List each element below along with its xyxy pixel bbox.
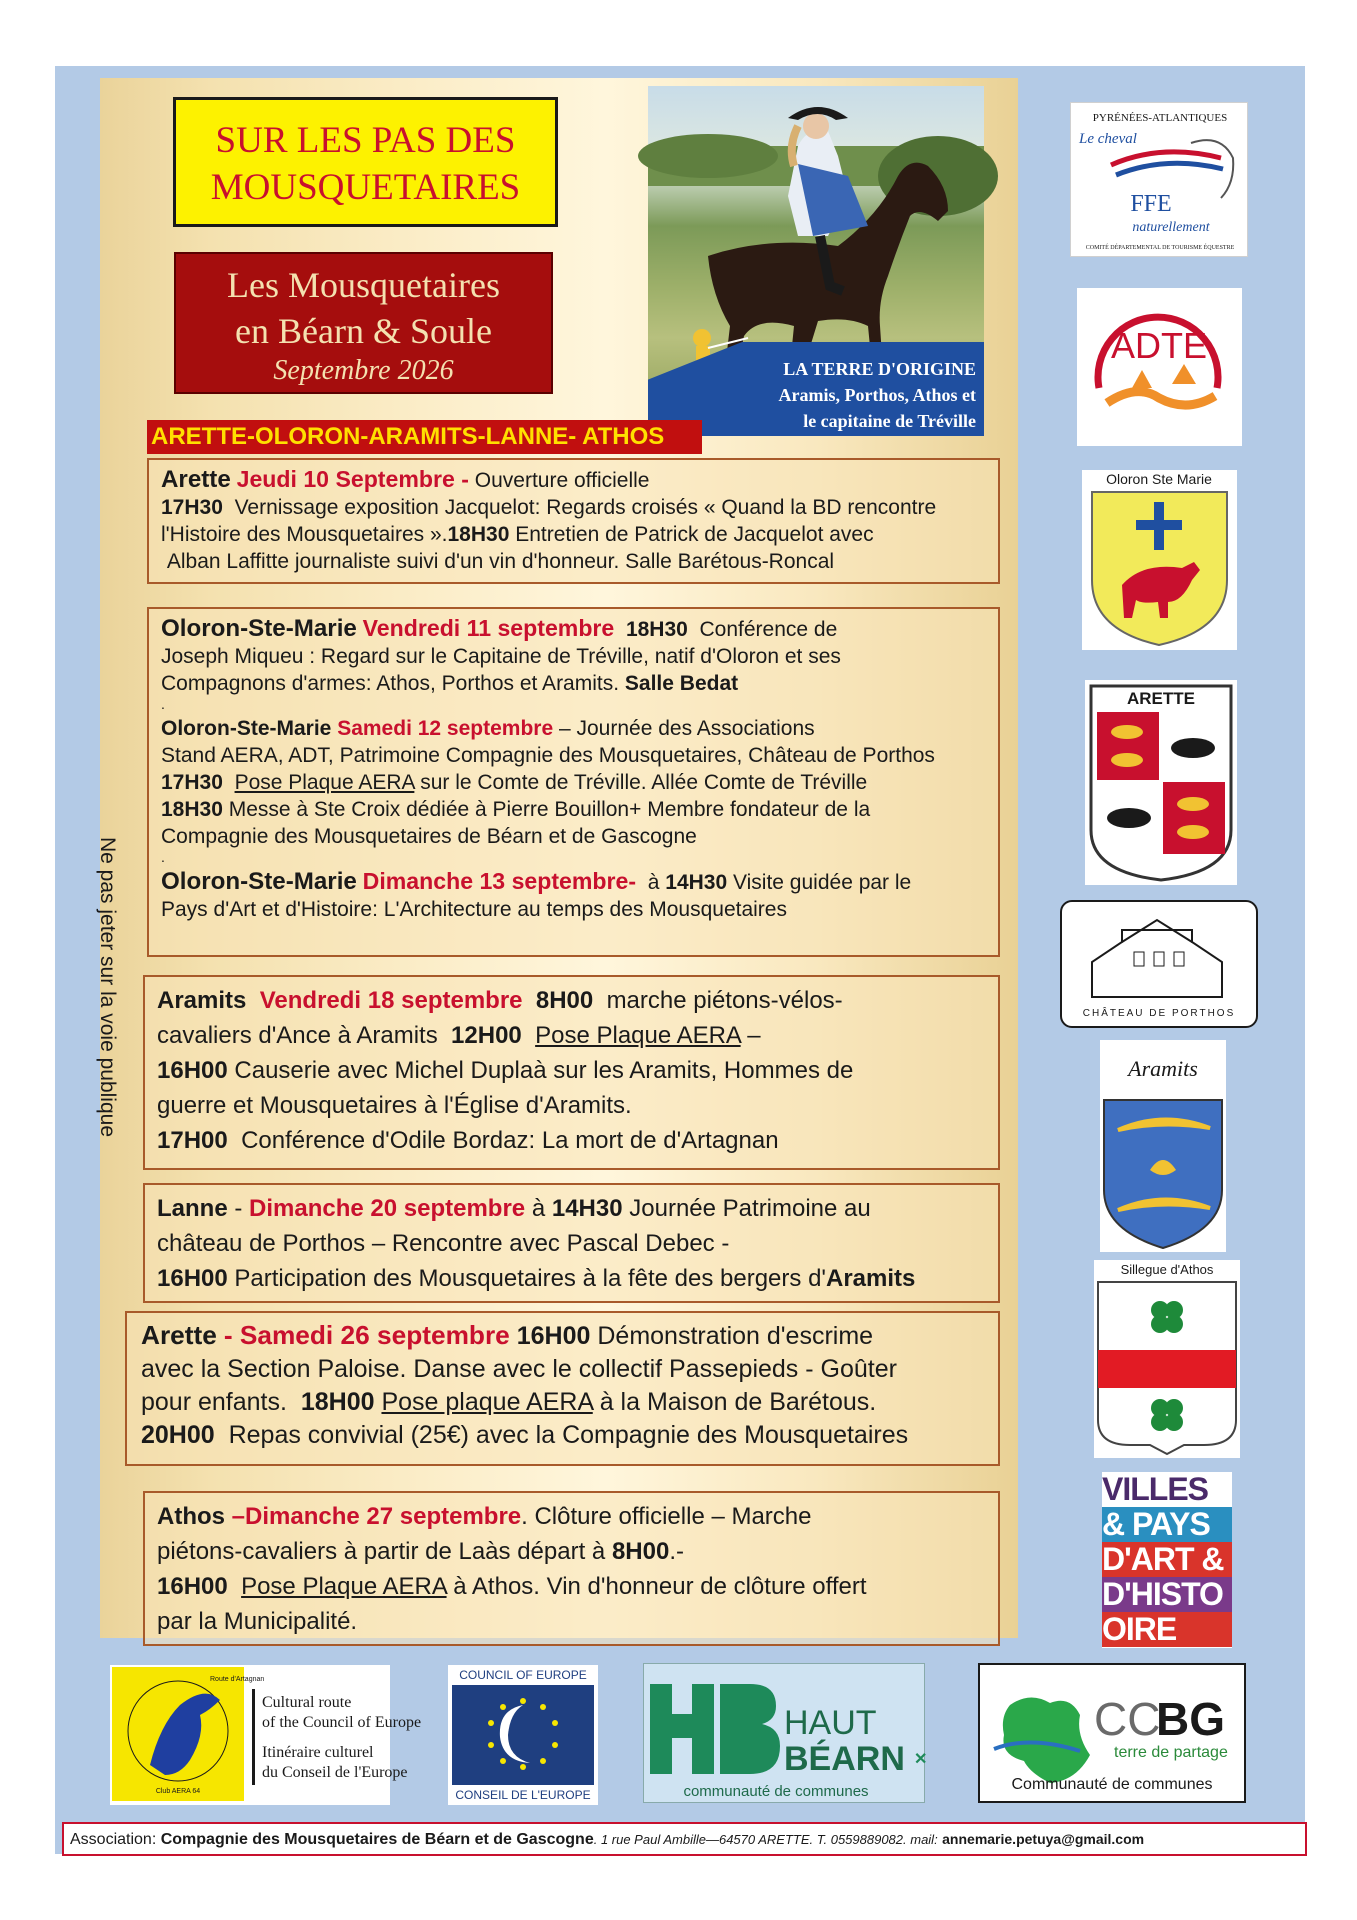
aera-line-4: du Conseil de l'Europe bbox=[262, 1764, 408, 1781]
event-text: – bbox=[747, 1022, 761, 1049]
footer-address: . 1 rue Paul Ambille—64570 ARETTE. T. 0559889082. mail: bbox=[593, 1832, 938, 1847]
event-line: avec la Section Paloise. Danse avec le collectif Passepieds - Goûter bbox=[141, 1355, 897, 1383]
event-time: 16H00 bbox=[157, 1573, 228, 1600]
event-time: 17H30 bbox=[161, 496, 223, 519]
event-place: Oloron-Ste-Marie bbox=[161, 717, 332, 740]
event-line bbox=[157, 1534, 986, 1569]
ffe-tag-2: naturellement bbox=[1132, 220, 1210, 235]
hb-star-icon: ✕ bbox=[914, 1751, 928, 1768]
footer-email[interactable]: annemarie.petuya@gmail.com bbox=[942, 1831, 1145, 1847]
ffe-name: FFE bbox=[1130, 191, 1172, 217]
aera-line-3: Itinéraire culturel bbox=[262, 1744, 374, 1761]
event-text: cavaliers d'Ance à Aramits bbox=[157, 1022, 438, 1049]
event-date: Dimanche 20 septembre bbox=[249, 1195, 526, 1222]
separator-dot: . bbox=[161, 696, 165, 712]
aramits-coat-of-arms bbox=[1100, 1040, 1226, 1252]
adte-name: ADTE bbox=[1110, 325, 1208, 366]
event-time: 18H30 bbox=[161, 798, 223, 821]
ffe-swoosh-blue bbox=[1116, 163, 1223, 175]
event-text: à bbox=[531, 1195, 546, 1222]
event-heading bbox=[157, 983, 986, 1018]
caption-line-2: Aramis, Porthos, Athos et bbox=[778, 385, 976, 405]
ffe-tag-1: Le cheval bbox=[1079, 131, 1137, 147]
ccbg-name-a: CC bbox=[1094, 1693, 1161, 1745]
athos-label: Sillegue d'Athos bbox=[1120, 1262, 1214, 1277]
event-title: Ouverture officielle bbox=[474, 469, 650, 492]
subtitle-line-1: Les Mousquetaires bbox=[227, 265, 500, 305]
footer-label: Association: bbox=[70, 1831, 157, 1848]
title-line-1: SUR LES PAS DES bbox=[215, 120, 516, 161]
boar-icon bbox=[1171, 738, 1215, 758]
boar-icon bbox=[1107, 808, 1151, 828]
title-line-2: MOUSQUETAIRES bbox=[210, 167, 521, 208]
arette-quarter-1 bbox=[1097, 712, 1159, 780]
event-text: piétons-cavaliers à partir de Laàs départ à bbox=[157, 1538, 606, 1565]
villes-pays-art-histoire-logo bbox=[1102, 1472, 1232, 1648]
aera-cultural-route-logo bbox=[110, 1665, 422, 1805]
event-time: 18H30 bbox=[625, 618, 688, 641]
footer-assoc-name: Compagnie des Mousquetaires de Béarn et de Gascogne bbox=[160, 1831, 594, 1848]
event-time: 8H00 bbox=[535, 987, 594, 1014]
villes-line-2: & PAYS bbox=[1102, 1507, 1232, 1542]
rider-photo bbox=[648, 86, 984, 436]
event-text: à la Maison de Barétous. bbox=[599, 1388, 877, 1416]
arette-label: ARETTE bbox=[1127, 689, 1195, 708]
ffe-top-text: PYRÉNÉES-ATLANTIQUES bbox=[1092, 112, 1228, 124]
chateau-porthos-logo bbox=[1060, 900, 1258, 1028]
territory-map-icon bbox=[1003, 1697, 1090, 1783]
rider-icon bbox=[1132, 364, 1196, 388]
event-heading bbox=[161, 868, 986, 896]
event-text: Conférence d'Odile Bordaz: La mort de d'Artagnan bbox=[241, 1127, 779, 1154]
council-of-europe-logo bbox=[448, 1665, 598, 1805]
hb-line-2: BÉARN bbox=[784, 1740, 905, 1778]
event-place: Arette bbox=[161, 466, 231, 493]
event-line bbox=[157, 1123, 986, 1158]
event-line bbox=[141, 1419, 984, 1452]
aera-badge-text: Club AERA 64 bbox=[155, 1788, 201, 1795]
event-text: à bbox=[647, 871, 660, 894]
event-line bbox=[157, 1261, 986, 1296]
subtitle-banner bbox=[174, 252, 553, 394]
event-line: guerre et Mousquetaires à l'Église d'Aramits. bbox=[157, 1092, 632, 1119]
footer-contact bbox=[62, 1822, 1307, 1856]
event-text: l'Histoire des Mousquetaires ». bbox=[161, 523, 448, 546]
event-athos-27-sept bbox=[143, 1491, 1000, 1646]
event-line: Pays d'Art et d'Histoire: L'Architecture au temps des Mousquetaires bbox=[161, 898, 787, 921]
event-line bbox=[161, 796, 986, 823]
event-line: Stand AERA, ADT, Patrimoine Compagnie des Mousquetaires, Château de Porthos bbox=[161, 744, 935, 767]
villes-line-4: D'HISTO bbox=[1102, 1577, 1232, 1612]
cow-icon bbox=[1177, 825, 1209, 839]
event-title: – Journée des Associations bbox=[558, 717, 815, 740]
event-time: 16H00 bbox=[157, 1265, 228, 1292]
aera-line-1: Cultural route bbox=[262, 1694, 352, 1711]
event-line: Compagnie des Mousquetaires de Béarn et de Gascogne bbox=[161, 825, 697, 848]
oloron-coat-of-arms bbox=[1082, 470, 1237, 650]
event-text: sur le Comte de Tréville. Allée Comte de Tréville bbox=[420, 771, 868, 794]
event-line bbox=[157, 1053, 986, 1088]
aera-divider bbox=[252, 1689, 255, 1785]
event-plaque-link: Pose Plaque AERA bbox=[535, 1022, 741, 1049]
haut-bearn-logo bbox=[643, 1663, 928, 1803]
event-line bbox=[141, 1386, 984, 1419]
aera-arc-text: Route d'Artagnan bbox=[210, 1676, 265, 1683]
event-text: - bbox=[234, 1195, 243, 1222]
event-date: Jeudi 10 Septembre - bbox=[236, 466, 469, 492]
event-heading bbox=[157, 1499, 986, 1534]
event-text: marche piétons-vélos- bbox=[606, 987, 843, 1014]
event-text: Participation des Mousquetaires à la fête des bergers d' bbox=[234, 1265, 826, 1292]
event-text: Messe à Ste Croix dédiée à Pierre Bouillon+ Membre fondateur de la bbox=[228, 798, 871, 821]
event-text: Causerie avec Michel Duplaà sur les Aramits, Hommes de bbox=[234, 1057, 854, 1084]
event-text: Conférence de bbox=[699, 618, 838, 641]
ccbg-bottom: Communauté de communes bbox=[1011, 1776, 1213, 1793]
event-line bbox=[157, 1569, 986, 1604]
separator-dot: . bbox=[161, 849, 165, 865]
cow-icon bbox=[1111, 725, 1143, 739]
event-date: –Dimanche 27 septembre bbox=[231, 1503, 522, 1530]
caption-line-3: le capitaine de Tréville bbox=[803, 411, 976, 431]
event-text: .- bbox=[669, 1538, 684, 1565]
aera-line-2: of the Council of Europe bbox=[262, 1714, 422, 1731]
event-arette-26-sept bbox=[125, 1311, 1000, 1466]
event-date: - Samedi 26 septembre bbox=[223, 1320, 510, 1350]
event-plaque-link: Pose plaque AERA bbox=[381, 1388, 593, 1416]
event-line: château de Porthos – Rencontre avec Pascal Debec - bbox=[157, 1230, 730, 1257]
event-time: 14H30 bbox=[665, 871, 728, 894]
event-date: Dimanche 13 septembre- bbox=[362, 868, 637, 894]
ccbg-logo bbox=[978, 1663, 1246, 1803]
event-place: Oloron-Ste-Marie bbox=[161, 615, 357, 642]
aramits-label: Aramits bbox=[1128, 1056, 1198, 1081]
event-heading bbox=[157, 1191, 986, 1226]
event-date: Vendredi 18 septembre bbox=[259, 987, 523, 1014]
ccbg-name-b: BG bbox=[1156, 1693, 1225, 1745]
event-time: 18H30 bbox=[447, 523, 510, 546]
hb-h-letter bbox=[650, 1684, 714, 1774]
hb-b-letter bbox=[720, 1684, 780, 1774]
event-heading bbox=[161, 466, 986, 494]
event-text: à Athos. Vin d'honneur de clôture offert bbox=[453, 1573, 867, 1600]
vertical-note: Ne pas jeter sur la voie publique bbox=[96, 837, 119, 1138]
ccbg-tag: terre de partage bbox=[1114, 1744, 1228, 1761]
event-time: 16H00 bbox=[157, 1057, 228, 1084]
event-place: Lanne bbox=[157, 1195, 228, 1222]
event-date: Vendredi 11 septembre bbox=[362, 615, 615, 641]
event-lanne-20-sept bbox=[143, 1183, 1000, 1303]
event-plaque-link: Pose Plaque AERA bbox=[241, 1573, 447, 1600]
hb-line-1: HAUT bbox=[784, 1704, 877, 1742]
cow-icon bbox=[1111, 753, 1143, 767]
oloron-label: Oloron Ste Marie bbox=[1106, 471, 1212, 487]
event-line: Joseph Miqueu : Regard sur le Capitaine de Tréville, natif d'Oloron et ses bbox=[161, 645, 841, 668]
event-time: 14H30 bbox=[551, 1195, 623, 1222]
coe-bottom-text: CONSEIL DE L'EUROPE bbox=[455, 1788, 591, 1802]
event-time: 17H00 bbox=[157, 1127, 228, 1154]
event-text: Entretien de Patrick de Jacquelot avec bbox=[515, 523, 874, 546]
event-text: Aramits bbox=[826, 1265, 916, 1292]
adte-wave bbox=[1107, 392, 1215, 405]
arette-coat-of-arms bbox=[1085, 680, 1237, 885]
cow-icon bbox=[1177, 797, 1209, 811]
villes-line-3: D'ART & bbox=[1102, 1542, 1232, 1577]
event-text: Repas convivial (25€) avec la Compagnie des Mousquetaires bbox=[228, 1421, 909, 1449]
event-time: 16H00 bbox=[516, 1322, 591, 1350]
event-line: par la Municipalité. bbox=[157, 1608, 358, 1635]
event-text: Visite guidée par le bbox=[733, 871, 912, 894]
photo-caption bbox=[736, 356, 976, 434]
subtitle-date: Septembre 2026 bbox=[273, 355, 454, 386]
event-text: Vernissage exposition Jacquelot: Regards croisés « Quand la BD rencontre bbox=[234, 496, 937, 519]
event-line bbox=[161, 670, 986, 697]
caption-line-1: LA TERRE D'ORIGINE bbox=[783, 359, 976, 379]
event-heading bbox=[141, 1319, 984, 1353]
event-venue: Salle Bedat bbox=[624, 672, 739, 695]
castle-window bbox=[1154, 952, 1164, 966]
event-date: Samedi 12 septembre bbox=[337, 717, 554, 740]
event-arette-10-sept bbox=[147, 458, 1000, 584]
athos-fess bbox=[1098, 1350, 1236, 1388]
castle-window bbox=[1174, 952, 1184, 966]
villes-line-5: OIRE bbox=[1102, 1612, 1232, 1647]
event-aramits-18-sept bbox=[143, 975, 1000, 1170]
main-title bbox=[173, 97, 558, 227]
villes-line-1: VILLES bbox=[1102, 1471, 1209, 1507]
event-place: Aramits bbox=[157, 987, 247, 1014]
event-text: Journée Patrimoine au bbox=[629, 1195, 871, 1222]
event-oloron-block bbox=[147, 607, 1000, 957]
castle-window bbox=[1134, 952, 1144, 966]
event-place: Oloron-Ste-Marie bbox=[161, 868, 357, 895]
event-line bbox=[161, 494, 986, 521]
event-place: Arette bbox=[141, 1320, 217, 1350]
ffe-bottom-text: COMITÉ DÉPARTEMENTAL DE TOURISME ÉQUESTRE bbox=[1085, 245, 1235, 251]
event-time: 8H00 bbox=[611, 1538, 670, 1565]
event-heading bbox=[161, 715, 986, 742]
event-time: 17H30 bbox=[161, 771, 223, 794]
event-place: Athos bbox=[157, 1503, 225, 1530]
event-text: . Clôture officielle – Marche bbox=[521, 1503, 812, 1530]
ffe-logo bbox=[1070, 102, 1248, 257]
athos-coat-of-arms bbox=[1094, 1260, 1240, 1458]
event-text: pour enfants. bbox=[141, 1388, 287, 1416]
event-text: Démonstration d'escrime bbox=[597, 1322, 874, 1350]
route-banner: ARETTE-OLORON-ARAMITS-LANNE- ATHOS bbox=[147, 420, 702, 454]
event-text: Compagnons d'armes: Athos, Porthos et Aramits. bbox=[161, 672, 620, 695]
castle-icon bbox=[1092, 930, 1222, 997]
event-time: 18H00 bbox=[300, 1388, 375, 1416]
porthos-label: CHÂTEAU DE PORTHOS bbox=[1082, 1008, 1236, 1019]
subtitle-line-2: en Béarn & Soule bbox=[235, 311, 492, 351]
adte-logo bbox=[1077, 288, 1242, 446]
event-line bbox=[157, 1018, 986, 1053]
event-line bbox=[161, 521, 986, 548]
event-time: 12H00 bbox=[451, 1022, 522, 1049]
event-line bbox=[161, 769, 986, 796]
event-heading bbox=[161, 615, 986, 643]
event-plaque-link: Pose Plaque AERA bbox=[234, 771, 415, 794]
event-line bbox=[161, 548, 986, 575]
event-text: Alban Laffitte journaliste suivi d'un vin d'honneur. Salle Barétous-Roncal bbox=[166, 550, 835, 573]
event-time: 20H00 bbox=[141, 1421, 215, 1449]
hb-line-3: communauté de communes bbox=[683, 1783, 869, 1800]
coe-top-text: COUNCIL OF EUROPE bbox=[459, 1668, 587, 1682]
arette-quarter-4 bbox=[1163, 782, 1225, 854]
